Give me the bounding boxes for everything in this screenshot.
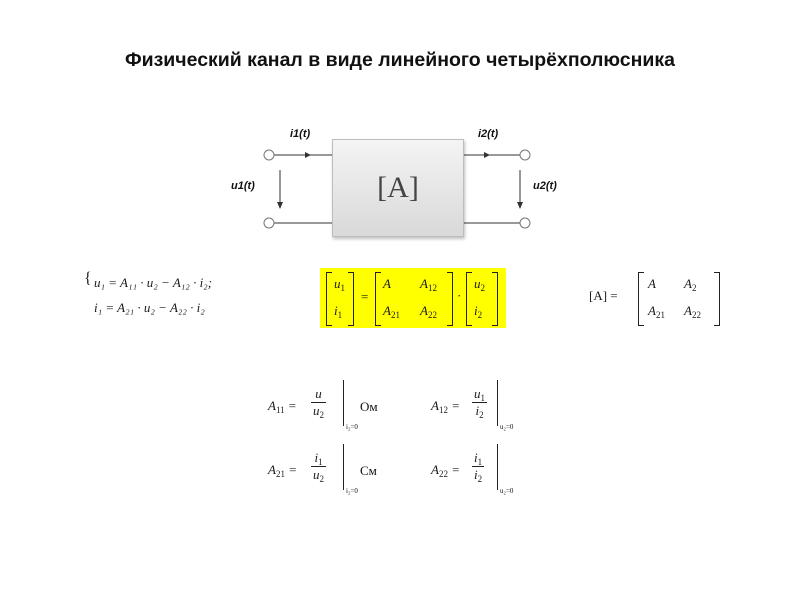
- system-brace: {: [84, 270, 92, 287]
- equation-1: u₁ = A₁₁ · u₂ − A₁₂ · i₂;: [94, 275, 213, 290]
- slide-title: Физический канал в виде линейного четырёхполюсника: [124, 49, 676, 71]
- bracket: [492, 272, 498, 326]
- current-out-arrow: [484, 152, 490, 158]
- terminal-out-bottom: [520, 218, 530, 228]
- bracket: [447, 272, 453, 326]
- equation-2: i₁ = A₂₁ · u₂ − A₂₂ · i₂: [94, 300, 205, 315]
- unit-siemens: См: [360, 463, 377, 478]
- terminal-out-top: [520, 150, 530, 160]
- terminal-in-bottom: [264, 218, 274, 228]
- voltage-in-label: u1(t): [231, 180, 255, 192]
- four-port-block: [A]: [332, 139, 464, 237]
- current-in-arrow: [305, 152, 311, 158]
- current-in-label: i1(t): [290, 128, 311, 140]
- voltage-out-arrow: [517, 202, 523, 209]
- matrix-a-label: [A] =: [589, 288, 618, 303]
- current-out-label: i2(t): [478, 128, 499, 140]
- unit-ohm: Ом: [360, 399, 378, 414]
- bracket: [638, 272, 644, 326]
- terminal-in-top: [264, 150, 274, 160]
- bracket: [466, 272, 472, 326]
- bracket: [714, 272, 720, 326]
- voltage-out-label: u2(t): [533, 180, 557, 192]
- bracket: [375, 272, 381, 326]
- bracket: [348, 272, 354, 326]
- voltage-in-arrow: [277, 202, 283, 209]
- bracket: [326, 272, 332, 326]
